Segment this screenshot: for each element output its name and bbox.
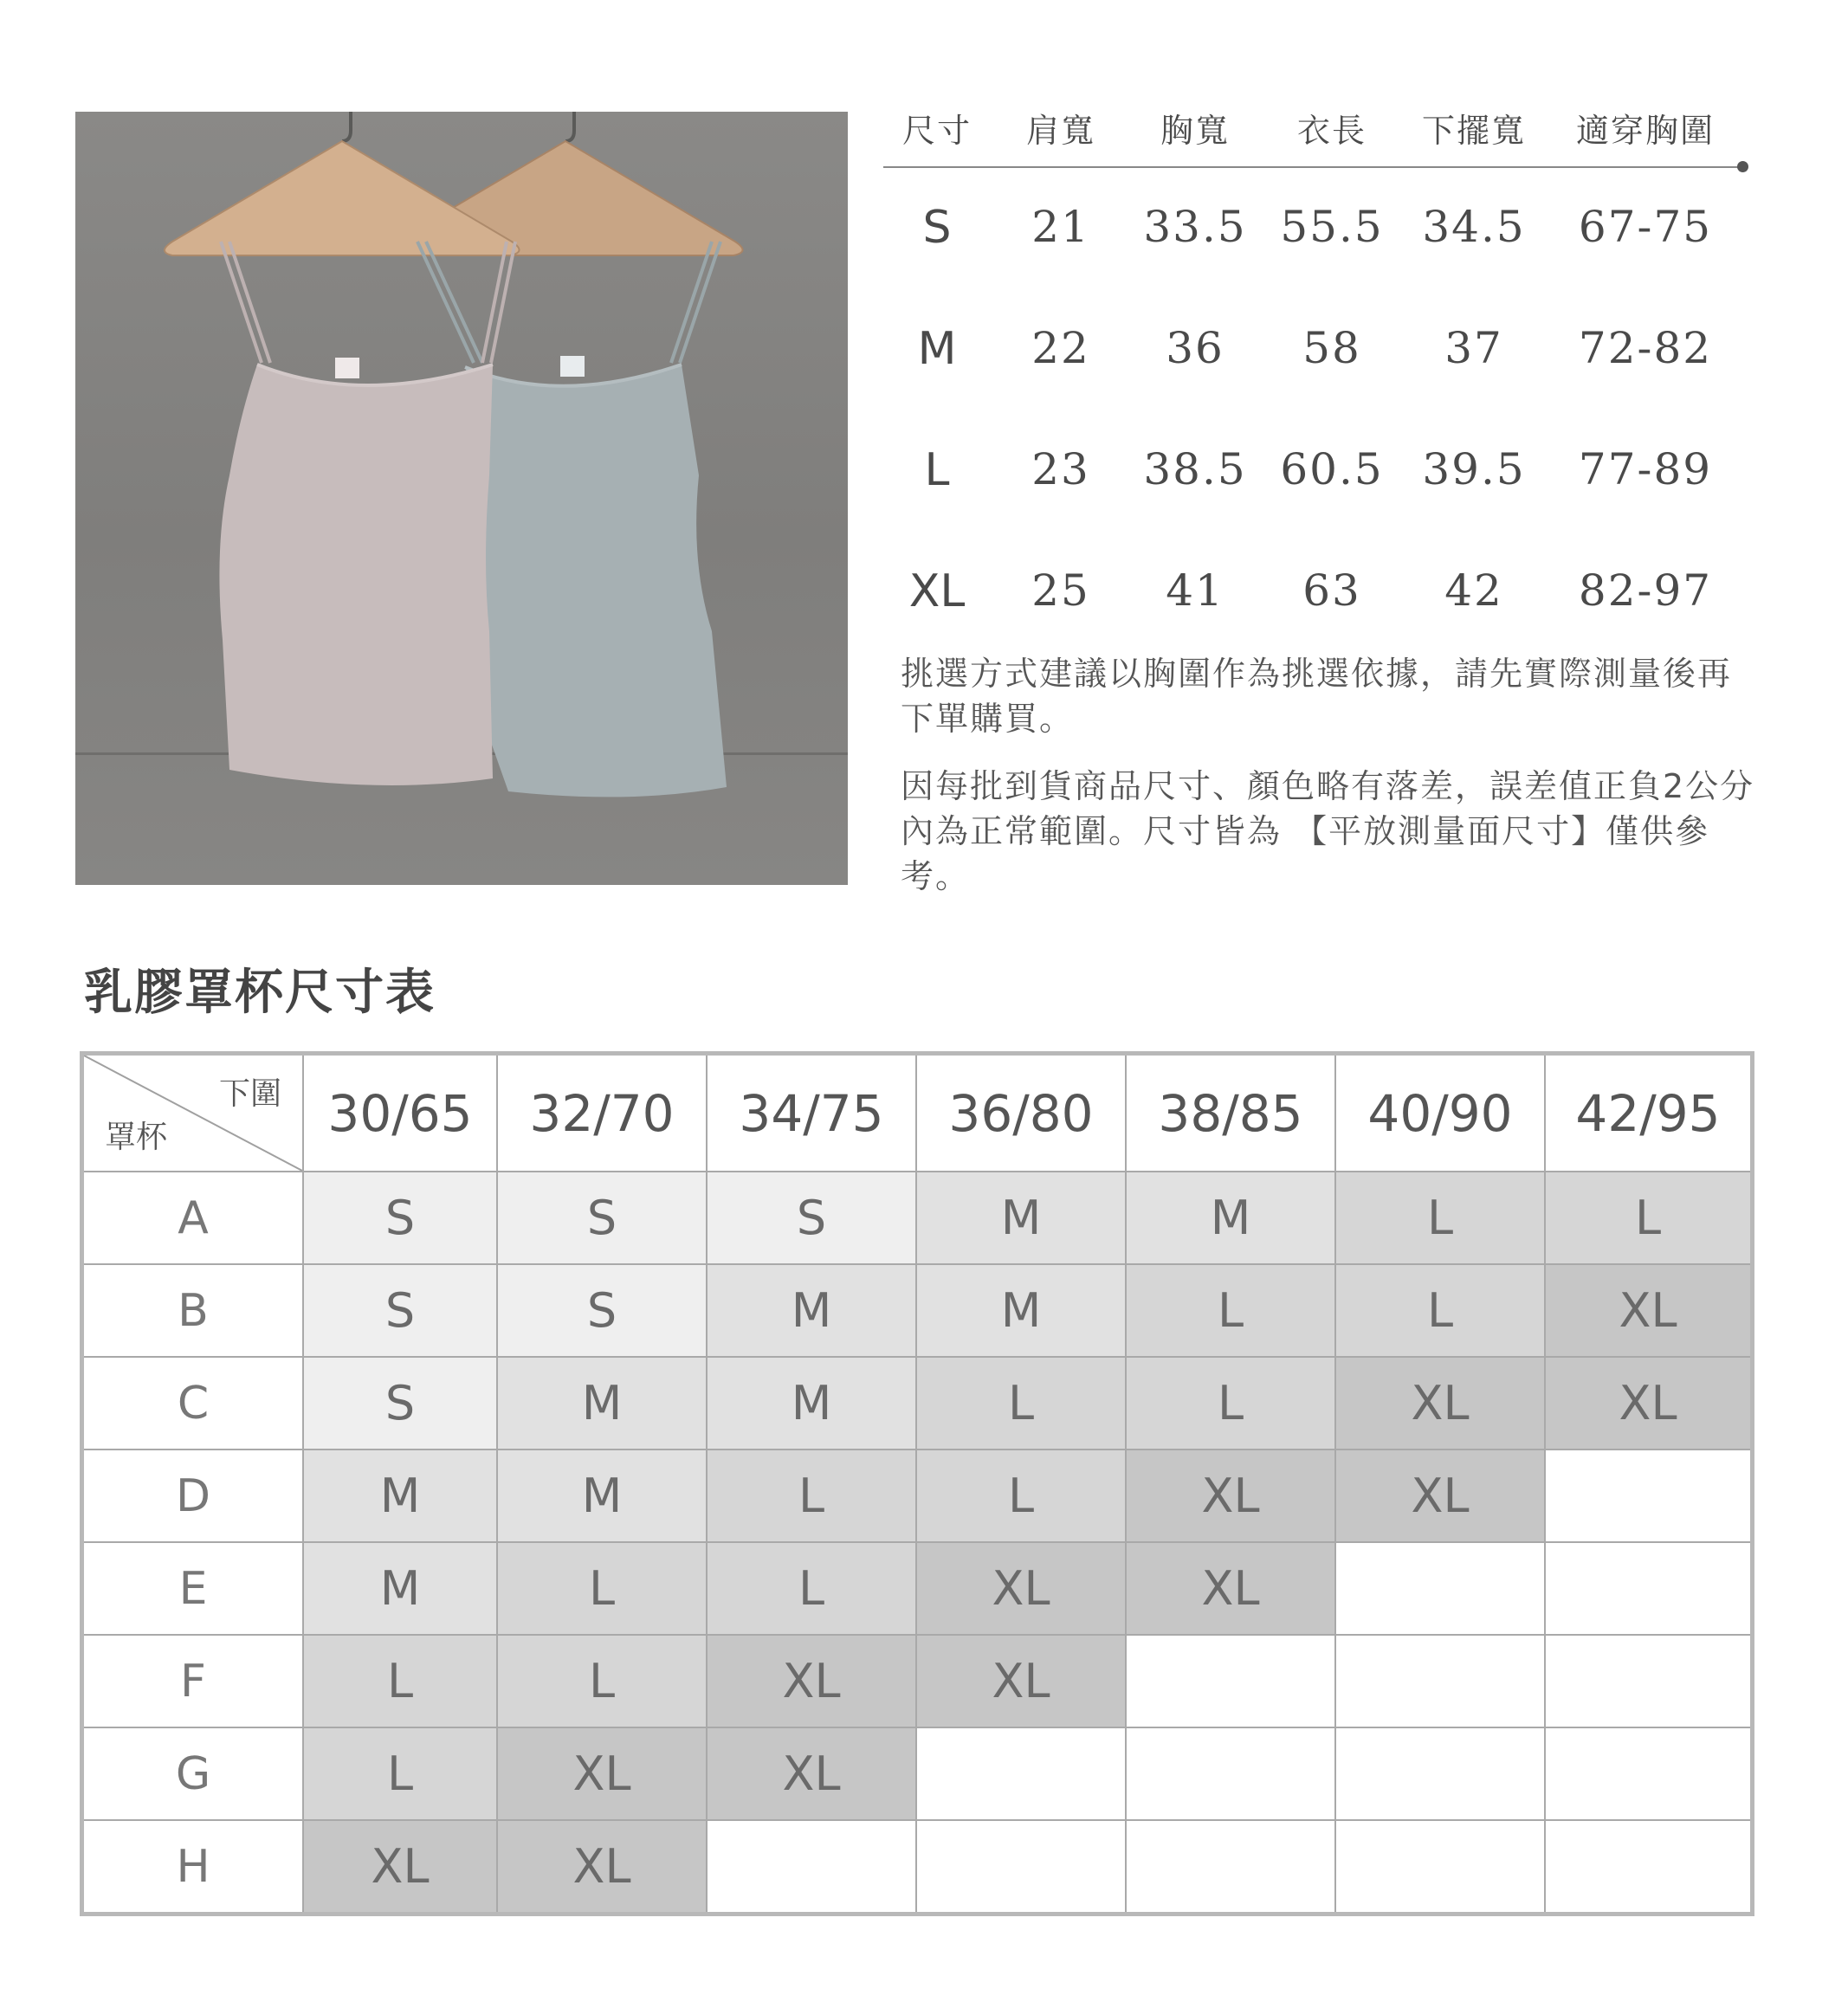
size-cell: S [303, 1357, 497, 1450]
spec-header-shoulder: 肩寬 [1025, 112, 1096, 150]
cup-row-label: E [82, 1542, 304, 1635]
cup-row-label: F [82, 1635, 304, 1727]
empty-cell [916, 1727, 1126, 1820]
spec-cell: 60.5 [1280, 444, 1384, 494]
size-cell: L [497, 1635, 707, 1727]
cup-size-table [80, 1051, 1754, 1916]
empty-cell [1335, 1727, 1545, 1820]
cup-table-body [82, 1172, 1753, 1914]
size-cell: XL [1126, 1450, 1335, 1542]
size-cell: XL [1545, 1264, 1753, 1357]
spec-cell: 33.5 [1143, 202, 1247, 252]
cup-header-row [82, 1054, 1753, 1172]
size-cell: L [707, 1450, 916, 1542]
cup-row [82, 1635, 1753, 1727]
size-cell: XL [916, 1635, 1126, 1727]
spec-header-length: 衣長 [1296, 112, 1367, 150]
empty-cell [1126, 1820, 1335, 1914]
spec-divider-dot [1737, 161, 1748, 172]
product-photo [75, 112, 848, 885]
size-cell: L [303, 1727, 497, 1820]
empty-cell [1126, 1727, 1335, 1820]
spec-cell: 34.5 [1422, 202, 1526, 252]
cup-row [82, 1727, 1753, 1820]
cup-row-label: B [82, 1264, 304, 1357]
spec-divider [883, 166, 1746, 168]
spec-header-bust: 適穿胸圍 [1575, 112, 1716, 150]
empty-cell [1545, 1450, 1753, 1542]
spec-cell: 55.5 [1280, 202, 1384, 252]
size-cell: L [1126, 1264, 1335, 1357]
column-header: 38/85 [1126, 1054, 1335, 1172]
size-cell: L [707, 1542, 916, 1635]
spec-cell: 42 [1444, 565, 1503, 616]
spec-cell: L [924, 444, 950, 496]
cup-table-corner [82, 1054, 304, 1172]
size-cell: XL [1335, 1357, 1545, 1450]
spec-cell: 25 [1031, 565, 1090, 616]
spec-row [883, 202, 1749, 254]
size-cell: XL [1126, 1542, 1335, 1635]
empty-cell [916, 1820, 1126, 1914]
spec-cell: 36 [1166, 323, 1224, 373]
column-header: 32/70 [497, 1054, 707, 1172]
cup-row [82, 1357, 1753, 1450]
size-cell: XL [1545, 1357, 1753, 1450]
size-cell: XL [497, 1820, 707, 1914]
empty-cell [1545, 1820, 1753, 1914]
empty-cell [1545, 1727, 1753, 1820]
spec-cell: 58 [1302, 323, 1361, 373]
cup-row-label: H [82, 1820, 304, 1914]
spec-cell: 37 [1444, 323, 1503, 373]
cup-row-label: C [82, 1357, 304, 1450]
spec-cell: XL [908, 565, 966, 617]
spec-cell: 82-97 [1578, 565, 1713, 616]
tolerance-note: 因每批到貨商品尺寸、顏色略有落差，誤差值正負2公分內為正常範圍。尺寸皆為 【平放測量面尺寸】僅供參考。 [901, 767, 1755, 895]
spec-cell: 22 [1031, 323, 1090, 373]
spec-row [883, 444, 1749, 496]
cup-row [82, 1172, 1753, 1264]
size-cell: XL [303, 1820, 497, 1914]
cup-row [82, 1542, 1753, 1635]
cup-row-label: D [82, 1450, 304, 1542]
size-cell: M [303, 1450, 497, 1542]
column-header: 42/95 [1545, 1054, 1753, 1172]
size-cell: L [916, 1357, 1126, 1450]
empty-cell [1335, 1820, 1545, 1914]
size-cell: M [916, 1172, 1126, 1264]
column-header: 40/90 [1335, 1054, 1545, 1172]
size-cell: M [1126, 1172, 1335, 1264]
empty-cell [1545, 1635, 1753, 1727]
size-cell: M [497, 1357, 707, 1450]
size-cell: S [707, 1172, 916, 1264]
size-cell: L [916, 1450, 1126, 1542]
size-cell: S [497, 1264, 707, 1357]
size-cell: L [303, 1635, 497, 1727]
corner-label-underbust: 下圍 [218, 1076, 281, 1112]
spec-row [883, 565, 1749, 617]
size-cell: XL [707, 1635, 916, 1727]
tank-left [219, 242, 515, 785]
camisole-illustration [75, 112, 848, 885]
spec-cell: 39.5 [1422, 444, 1526, 494]
spec-cell: 41 [1166, 565, 1224, 616]
spec-cell: 38.5 [1143, 444, 1247, 494]
size-cell: XL [497, 1727, 707, 1820]
spec-header-hem: 下擺寬 [1421, 112, 1527, 150]
size-cell: M [707, 1264, 916, 1357]
size-cell: L [1335, 1172, 1545, 1264]
spec-cell: M [917, 323, 957, 375]
size-cell: L [1126, 1357, 1335, 1450]
size-cell: L [1545, 1172, 1753, 1264]
empty-cell [1335, 1542, 1545, 1635]
selection-note: 挑選方式建議以胸圍作為挑選依據，請先實際測量後再下單購買。 [901, 655, 1733, 738]
spec-header-row [883, 104, 1749, 156]
empty-cell [1545, 1542, 1753, 1635]
spec-cell: 72-82 [1578, 323, 1713, 373]
size-cell: XL [916, 1542, 1126, 1635]
size-cell: M [303, 1542, 497, 1635]
cup-row-label: A [82, 1172, 304, 1264]
size-cell: XL [707, 1727, 916, 1820]
size-cell: M [707, 1357, 916, 1450]
cup-row [82, 1450, 1753, 1542]
spec-header-chest: 胸寬 [1160, 112, 1231, 150]
spec-cell: 67-75 [1578, 202, 1713, 252]
empty-cell [1126, 1635, 1335, 1727]
size-cell: L [497, 1542, 707, 1635]
empty-cell [1335, 1635, 1545, 1727]
column-header: 36/80 [916, 1054, 1126, 1172]
column-header: 34/75 [707, 1054, 916, 1172]
spec-cell: 21 [1031, 202, 1090, 252]
corner-label-cup: 罩杯 [105, 1120, 168, 1155]
spec-header-size: 尺寸 [901, 112, 972, 150]
size-cell: S [303, 1172, 497, 1264]
cup-row [82, 1264, 1753, 1357]
size-cell: L [1335, 1264, 1545, 1357]
spec-row [883, 323, 1749, 375]
spec-cell: 77-89 [1578, 444, 1713, 494]
spec-cell: 23 [1031, 444, 1090, 494]
size-cell: S [497, 1172, 707, 1264]
column-header: 30/65 [303, 1054, 497, 1172]
spec-cell: 63 [1302, 565, 1361, 616]
size-cell: S [303, 1264, 497, 1357]
size-cell: XL [1335, 1450, 1545, 1542]
size-cell: M [916, 1264, 1126, 1357]
cup-chart-title: 乳膠罩杯尺寸表 [84, 964, 436, 1021]
spec-cell: S [922, 202, 952, 254]
empty-cell [707, 1820, 916, 1914]
size-cell: M [497, 1450, 707, 1542]
cup-row [82, 1820, 1753, 1914]
cup-row-label: G [82, 1727, 304, 1820]
